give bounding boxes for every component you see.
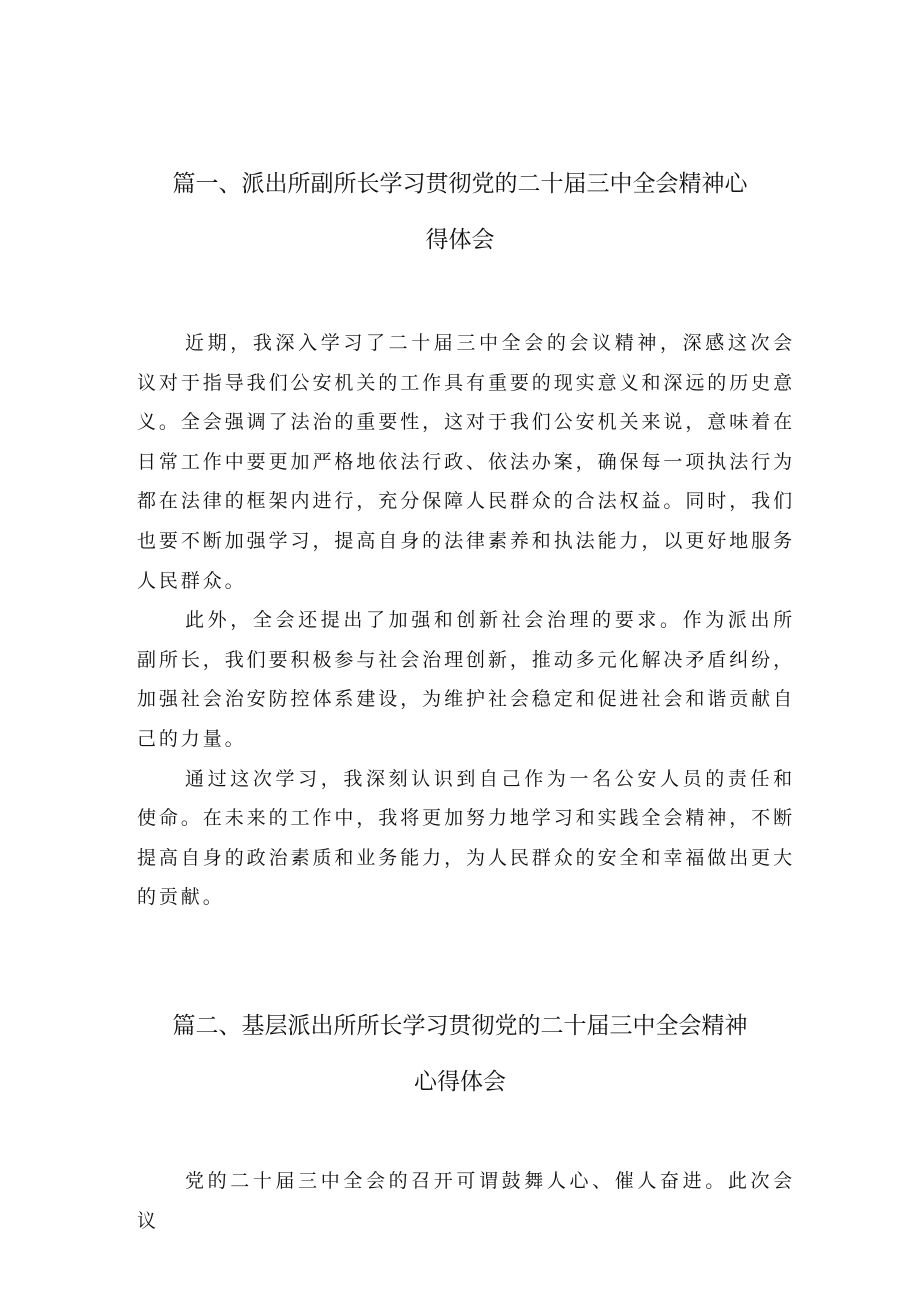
section-1-title-line-2: 得体会 [425,227,495,253]
section-2-paragraph-1: 党的二十届三中全会的召开可谓鼓舞人心、催人奋进。此次会议 [137,1170,795,1232]
section-2-title [100,998,820,1110]
section-1-body [137,324,795,918]
section-2-title-line-1: 篇二、基层派出所所长学习贯彻党的二十届三中全会精神 [172,1013,748,1039]
section-1-paragraph-1: 近期，我深入学习了二十届三中全会的会议精神，深感这次会议对于指导我们公安机关的工作具有重要的现实意义和深远的历史意义。全会强调了法治的重要性，这对于我们公安机关来说，意味着在日常工作中要更加严格地依法行政、依法办案，确保每一项执法行为都在法律的框架内进行，充分保障人民群众的合法权益。同时，我们也要不断加强学习，提高自身的法律素养和执法能力，以更好地服务人民群众。 [137,332,795,592]
section-1-paragraph-3: 通过这次学习，我深刻认识到自己作为一名公安人员的责任和使命。在未来的工作中，我将更加努力地学习和实践全会精神，不断提高自身的政治素质和业务能力，为人民群众的安全和幸福做出更大的贡献。 [137,767,795,909]
section-1-paragraph-2: 此外，全会还提出了加强和创新社会治理的要求。作为派出所副所长，我们要积极参与社会治理创新，推动多元化解决矛盾纠纷，加强社会治安防控体系建设，为维护社会稳定和促进社会和谐贡献自己的力量。 [137,609,795,750]
section-1-title [100,156,820,268]
section-2-title-line-2: 心得体会 [414,1069,506,1095]
section-1-title-line-1: 篇一、派出所副所长学习贯彻党的二十届三中全会精神心 [172,171,748,197]
section-2-body [137,1162,795,1241]
